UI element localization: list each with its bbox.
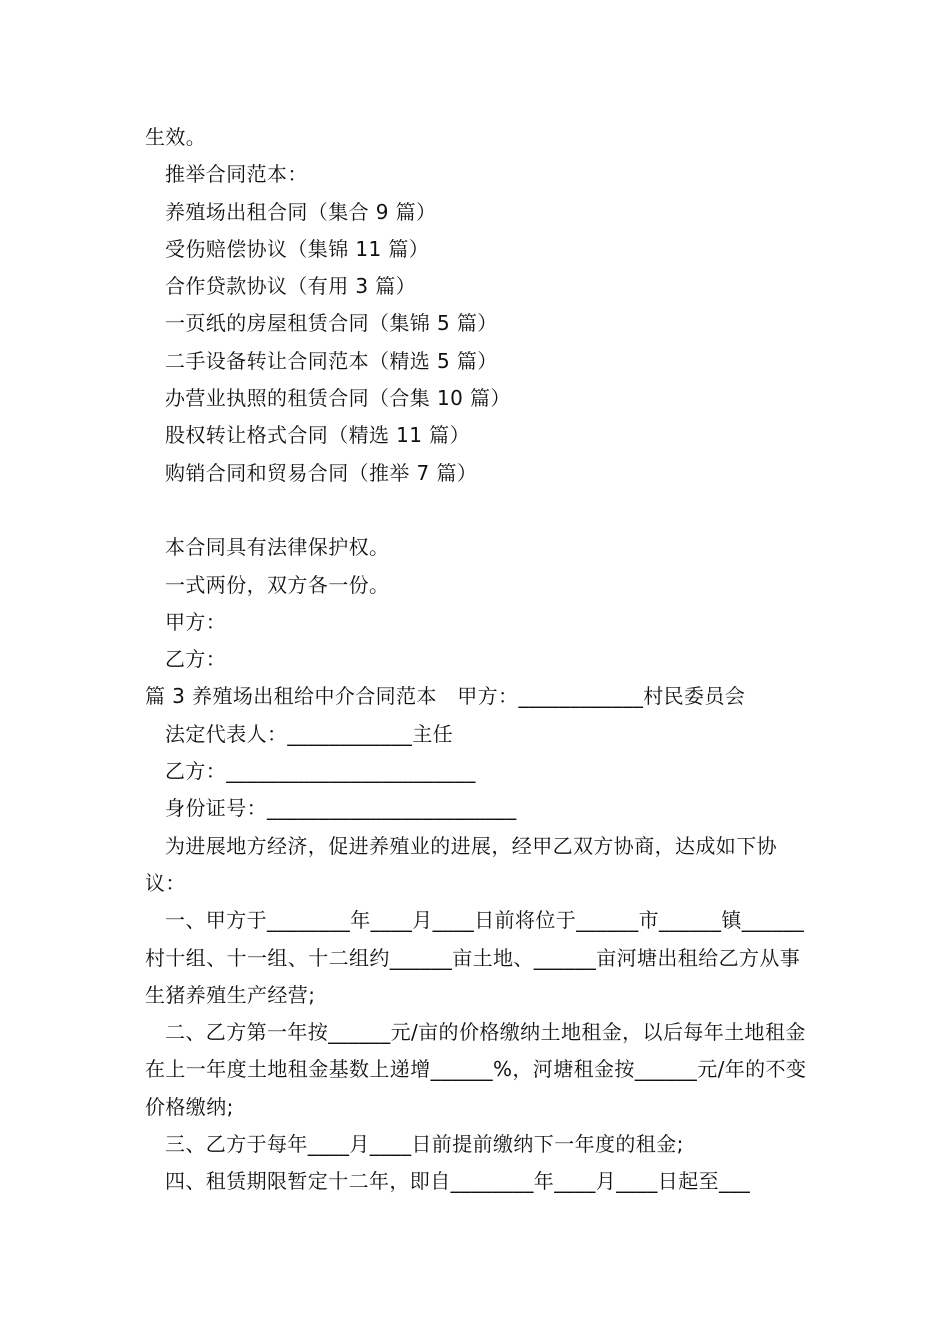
recommended-item: 办营业执照的租赁合同（合集 10 篇） xyxy=(165,386,511,411)
id-number-field: 身份证号：________________________ xyxy=(165,796,517,821)
recommended-item: 股权转让格式合同（精选 11 篇） xyxy=(165,423,470,448)
recommended-item: 一页纸的房屋租赁合同（集锦 5 篇） xyxy=(165,311,498,336)
clause-1: 一、甲方于________年____月____日前将位于______市______镇______村十组、十一组、十二组约______亩土地、______亩河塘出租给乙方从事生猪养殖生产经营; xyxy=(145,908,805,1007)
protection-text: 本合同具有法律保护权。 xyxy=(165,535,390,560)
section3-header: 篇 3 养殖场出租给中介合同范本 甲方：____________村民委员会 xyxy=(145,684,746,709)
clause-3: 三、乙方于每年____月____日前提前缴纳下一年度的租金; xyxy=(165,1132,684,1157)
recommended-item: 二手设备转让合同范本（精选 5 篇） xyxy=(165,348,498,373)
legal-representative: 法定代表人：____________主任 xyxy=(165,721,453,746)
copies-text: 一式两份，双方各一份。 xyxy=(165,572,390,597)
spacer xyxy=(145,492,810,529)
recommended-item: 养殖场出租合同（集合 9 篇） xyxy=(165,199,437,224)
party-b-signature: 乙方： xyxy=(165,647,227,672)
party-b-field: 乙方：________________________ xyxy=(165,759,476,784)
recommended-item: 合作贷款协议（有用 3 篇） xyxy=(165,274,417,299)
recommend-heading: 推举合同范本： xyxy=(165,162,308,187)
recommended-item: 购销合同和贸易合同（推举 7 篇） xyxy=(165,460,478,485)
clause-2: 二、乙方第一年按______元/亩的价格缴纳土地租金，以后每年土地租金在上一年度土地租金基数上递增______%，河塘租金按______元/年的不变价格缴纳; xyxy=(145,1020,807,1119)
intro-tail: 生效。 xyxy=(145,125,207,149)
party-a-signature: 甲方： xyxy=(165,609,227,634)
document-body xyxy=(145,119,810,1201)
preamble-paragraph: 为进展地方经济，促进养殖业的进展，经甲乙双方协商，达成如下协议： xyxy=(145,833,777,895)
clause-4: 四、租赁期限暂定十二年，即自________年____月____日起至___ xyxy=(165,1169,751,1194)
recommended-item: 受伤赔偿协议（集锦 11 篇） xyxy=(165,236,430,261)
